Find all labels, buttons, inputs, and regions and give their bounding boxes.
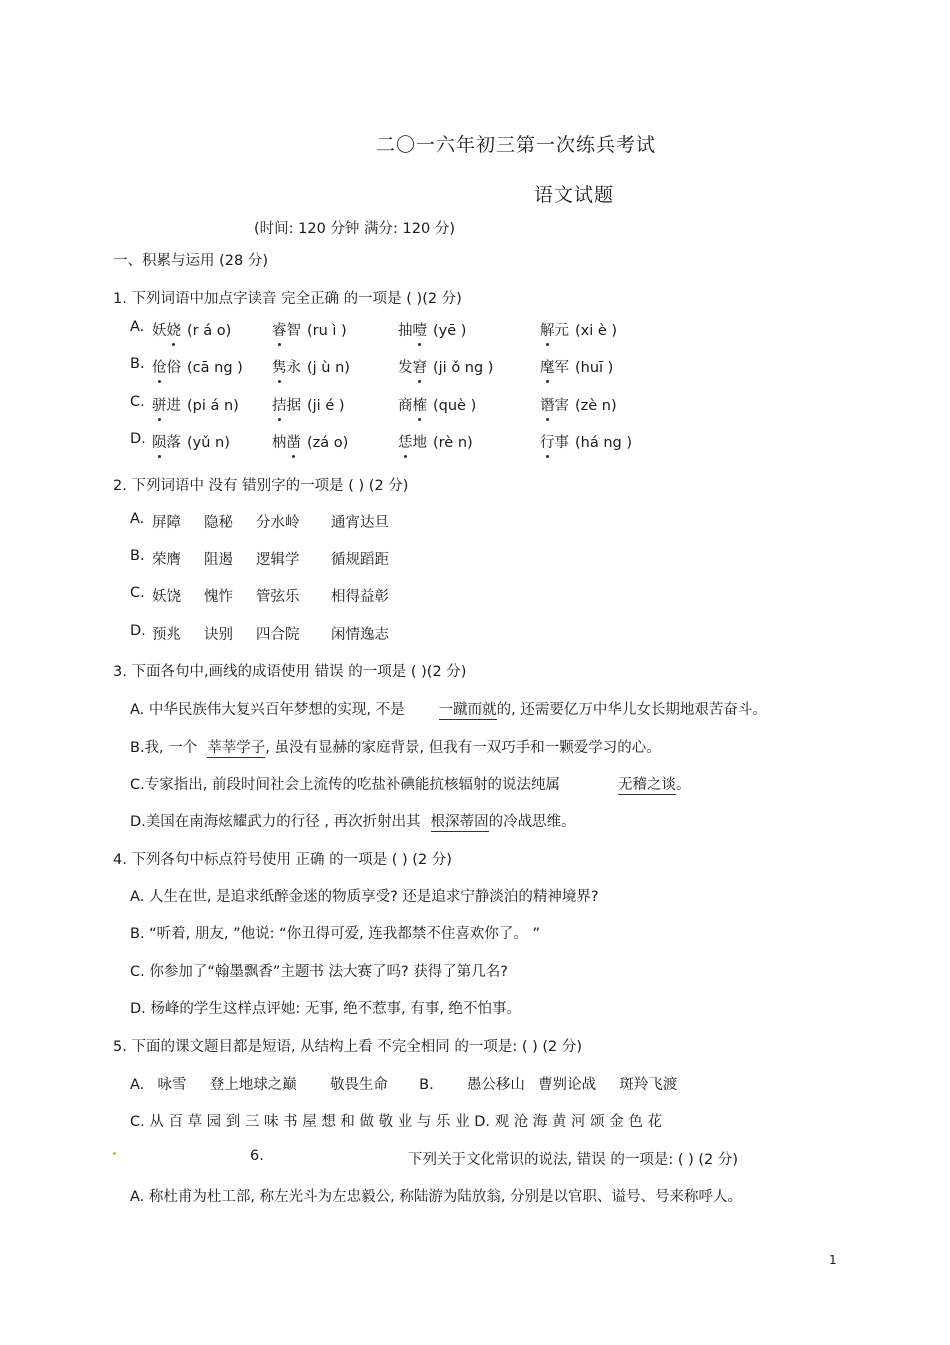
question-4-option-d: D. 杨峰的学生这样点评她: 无事, 绝不惹事, 有事, 绝不怕事。	[130, 1001, 522, 1017]
option-text: , 虽没有显赫的家庭背景, 但我有一双巧手和一颗爱学习的心。	[265, 740, 661, 756]
question-3-stem: 3. 下面各句中,画线的成语使用 错误 的一项是 ( )(2 分)	[113, 664, 467, 680]
char: 据	[286, 398, 301, 414]
option-word: 循规蹈距	[331, 552, 389, 568]
question-3-option-c	[130, 773, 690, 794]
option-word: 隐秘	[204, 515, 233, 531]
char: 枘	[272, 435, 287, 451]
pinyin: (ji ǒ ng )	[433, 360, 494, 376]
dotted-char: 拮	[272, 394, 287, 415]
question-6-number: 6.	[250, 1148, 264, 1164]
char: 进	[166, 398, 181, 414]
option-word: 咏雪	[157, 1077, 187, 1093]
question-3-option-b	[130, 736, 661, 757]
option-word: 四合院	[256, 627, 300, 643]
question-4-option-b: B. “听着, 朋友, ”他说: “你丑得可爱, 连我都禁不住喜欢你了。 ”	[130, 926, 540, 942]
option-label: B.	[130, 356, 145, 372]
pinyin: (rè n)	[433, 435, 473, 451]
pinyin: (ji é )	[307, 398, 345, 414]
option-label: C.	[130, 585, 145, 601]
pronunciation-item	[540, 431, 632, 452]
option-text: B.我, 一个	[130, 740, 198, 756]
option-word: 妖饶	[152, 589, 181, 605]
pronunciation-item	[152, 431, 230, 452]
question-5-option-cd: C. 从 百 草 园 到 三 味 书 屋 想 和 做 敬 业 与 乐 业 D. 观 沧 海 黄 河 颂 金 色 花	[130, 1114, 662, 1130]
option-text: A. 中华民族伟大复兴百年梦想的实现, 不是	[130, 702, 405, 718]
dotted-char: 娆	[167, 319, 182, 340]
pinyin: (yǔ n)	[187, 435, 230, 451]
option-label: A.	[130, 511, 145, 527]
dotted-char: 噎	[413, 319, 428, 340]
pronunciation-item	[152, 394, 239, 415]
pronunciation-item	[272, 319, 347, 340]
option-label: A.	[130, 1077, 145, 1093]
dotted-char: 凿	[287, 431, 302, 452]
option-word: 分水岭	[256, 515, 300, 531]
pronunciation-item	[398, 356, 493, 377]
dotted-char: 隽	[272, 356, 287, 377]
dotted-char: 行	[540, 431, 555, 452]
option-word: 愧怍	[204, 589, 233, 605]
char: 发	[398, 360, 413, 376]
exam-subtitle: 语文试题	[534, 184, 615, 206]
option-label: A.	[130, 319, 145, 335]
option-label: B.	[419, 1077, 434, 1093]
question-5-option-ab	[130, 1073, 677, 1094]
question-6-stem: 下列关于文化常识的说法, 错误 的一项是: ( ) (2 分)	[408, 1152, 739, 1168]
char: 俗	[166, 360, 181, 376]
stray-mark	[113, 1152, 116, 1155]
char: 害	[554, 398, 569, 414]
question-3-option-a	[130, 698, 767, 719]
pinyin: (cā ng )	[187, 360, 243, 376]
option-word: 预兆	[152, 627, 181, 643]
pronunciation-item	[398, 319, 466, 340]
dotted-char: 伧	[152, 356, 167, 377]
pinyin: (ru ì )	[307, 323, 347, 339]
pinyin: (huī )	[575, 360, 614, 376]
option-word: 愚公移山	[466, 1077, 525, 1093]
option-word: 荣膺	[152, 552, 181, 568]
option-word: 相得益彰	[331, 589, 389, 605]
dotted-char: 榷	[413, 394, 428, 415]
pronunciation-item	[398, 394, 476, 415]
pinyin: (zè n)	[575, 398, 617, 414]
option-text: 的, 还需要亿万中华儿女长期地艰苦奋斗。	[496, 702, 767, 718]
option-word: 敬畏生命	[329, 1077, 388, 1093]
char: 事	[554, 435, 569, 451]
pinyin: (j ù n)	[307, 360, 350, 376]
option-word: 管弦乐	[256, 589, 300, 605]
pronunciation-item	[272, 394, 345, 415]
option-word: 斑羚飞渡	[619, 1077, 678, 1093]
pinyin: (què )	[433, 398, 477, 414]
option-text: 的冷战思维。	[488, 814, 576, 830]
option-word: 屏障	[152, 515, 181, 531]
underlined-idiom: 根深蒂固	[430, 814, 489, 830]
pronunciation-item	[540, 394, 617, 415]
dotted-char: 骈	[152, 394, 167, 415]
char: 永	[286, 360, 301, 376]
dotted-char: 恁	[398, 431, 413, 452]
dotted-char: 窘	[413, 356, 428, 377]
pronunciation-item	[540, 356, 613, 377]
dotted-char: 睿	[272, 319, 287, 340]
question-4-stem: 4. 下列各句中标点符号使用 正确 的一项是 ( ) (2 分)	[113, 852, 452, 868]
char: 智	[286, 323, 301, 339]
question-3-option-d	[130, 810, 576, 831]
option-word: 闲情逸志	[331, 627, 389, 643]
pronunciation-item	[152, 319, 231, 340]
pronunciation-item	[272, 431, 348, 452]
option-label: D.	[130, 431, 146, 447]
option-word: 通宵达旦	[331, 515, 389, 531]
pronunciation-item	[540, 319, 617, 340]
question-2-stem: 2. 下列词语中 没有 错别字的一项是 ( ) (2 分)	[113, 478, 409, 494]
pinyin: (pi á n)	[187, 398, 239, 414]
dotted-char: 陨	[152, 431, 167, 452]
option-label: B.	[130, 548, 145, 564]
pronunciation-item	[272, 356, 350, 377]
dotted-char: 解	[540, 319, 555, 340]
char: 元	[554, 323, 569, 339]
option-text: C.专家指出, 前段时间社会上流传的吃盐补碘能抗核辐射的说法纯属	[130, 777, 560, 793]
pinyin: (há ng )	[575, 435, 633, 451]
option-text: D.美国在南海炫耀武力的行径 , 再次折射出其	[130, 814, 421, 830]
option-word: 登上地球之巅	[209, 1077, 297, 1093]
underlined-idiom: 无稽之谈	[617, 777, 676, 793]
char: 商	[398, 398, 413, 414]
page-number: 1	[829, 1253, 837, 1267]
pinyin: (yē )	[433, 323, 467, 339]
exam-title: 二〇一六年初三第一次练兵考试	[376, 134, 657, 156]
option-word: 诀别	[204, 627, 233, 643]
char: 妖	[152, 323, 167, 339]
char: 落	[166, 435, 181, 451]
pronunciation-item	[152, 356, 243, 377]
question-1-stem: 1. 下列词语中加点字读音 完全正确 的一项是 ( )(2 分)	[113, 291, 462, 307]
char: 军	[554, 360, 569, 376]
option-label: C.	[130, 394, 145, 410]
question-5-stem: 5. 下面的课文题目都是短语, 从结构上看 不完全相同 的一项是: ( ) (2 分)	[113, 1039, 583, 1055]
underlined-idiom: 一蹴而就	[438, 702, 497, 718]
dotted-char: 麾	[540, 356, 555, 377]
option-word: 逻辑学	[256, 552, 300, 568]
char: 抽	[398, 323, 413, 339]
dotted-char: 谮	[540, 394, 555, 415]
underlined-idiom: 莘莘学子	[207, 740, 266, 756]
pinyin: (zá o)	[307, 435, 349, 451]
option-text: 。	[675, 777, 691, 793]
pinyin: (xi è )	[575, 323, 618, 339]
section-heading: 一、积累与运用 (28 分)	[113, 253, 268, 269]
pinyin: (r á o)	[187, 323, 232, 339]
time-info: (时间: 120 分钟 满分: 120 分)	[254, 221, 455, 237]
pronunciation-item	[398, 431, 473, 452]
char: 地	[412, 435, 427, 451]
option-word: 曹刿论战	[538, 1077, 597, 1093]
question-4-option-a: A. 人生在世, 是追求纸醉金迷的物质享受? 还是追求宁静淡泊的精神境界?	[130, 889, 599, 905]
option-label: D.	[130, 623, 146, 639]
option-word: 阻遏	[204, 552, 233, 568]
question-6-option-a: A. 称杜甫为杜工部, 称左光斗为左忠毅公, 称陆游为陆放翁, 分别是以官职、谥号、号来称呼人。	[130, 1189, 743, 1205]
question-4-option-c: C. 你参加了“翰墨飘香”主题书 法大赛了吗? 获得了第几名?	[130, 964, 508, 980]
